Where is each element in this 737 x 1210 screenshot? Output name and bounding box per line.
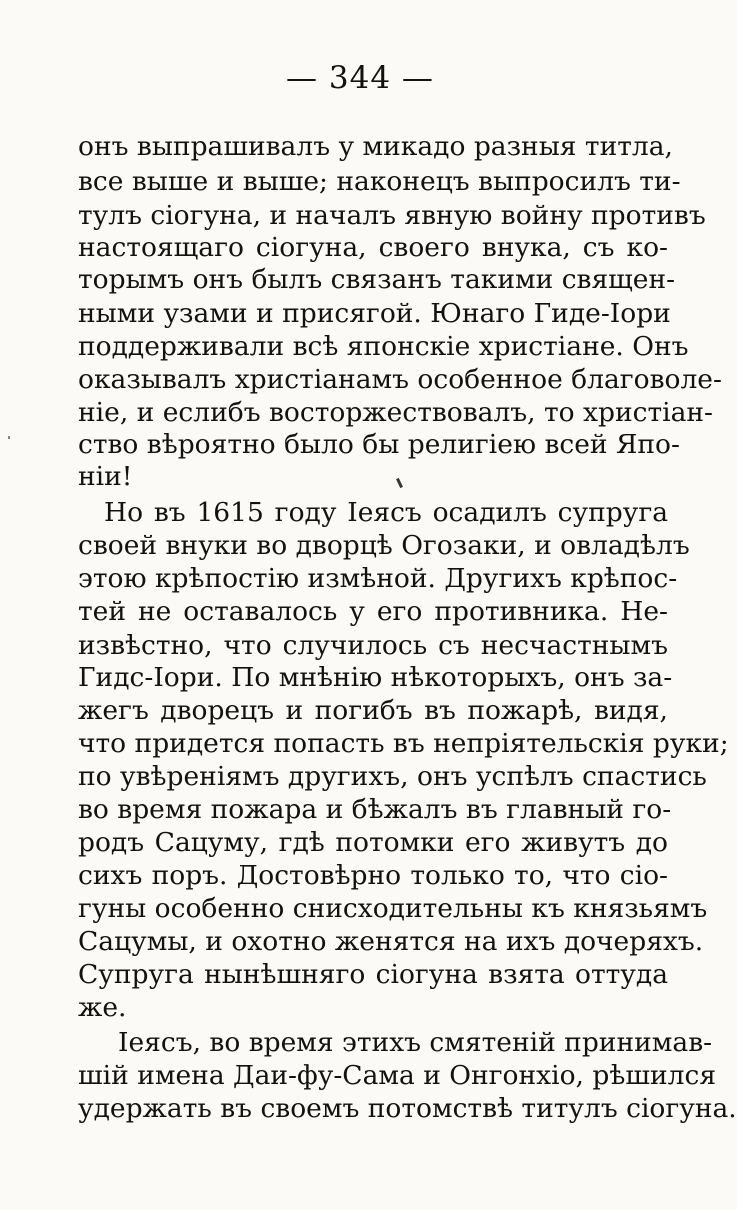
text-line: жегъ дворецъ и погибъ въ пожарѣ, видя, [78, 695, 668, 726]
text-line: все выше и выше; наконецъ выпросилъ ти- [78, 166, 681, 197]
text-line: ніе, и еслибъ восторжествовалъ, то христіан- [78, 397, 714, 428]
text-line: настоящаго сіогуна, своего внука, съ ко- [78, 232, 668, 263]
text-line: Но въ 1615 году Іеясъ осадилъ супруга [104, 497, 668, 528]
margin-speck [8, 436, 10, 439]
text-line: оказывалъ христіанамъ особенное благоволе- [78, 364, 722, 395]
text-line: тей не оставалось у его противника. Не- [78, 596, 668, 627]
text-line: же. [78, 992, 127, 1023]
text-line: ніи! [78, 461, 133, 492]
text-line: Гидс-Іори. По мнѣнію нѣкоторыхъ, онъ за- [78, 662, 673, 693]
text-line: ство вѣроятно было бы религіею всей Япо- [78, 429, 680, 460]
text-line: поддерживали всѣ японскіе христіане. Онъ [78, 331, 689, 362]
text-line: по увѣреніямъ другихъ, онъ успѣлъ спастись [78, 761, 707, 792]
text-line: во время пожара и бѣжалъ въ главный го- [78, 794, 672, 825]
text-line: Іеясъ, во время этихъ смятеній принимав- [118, 1027, 713, 1058]
text-line: Сацумы, и охотно женятся на ихъ дочеряхъ. [78, 926, 704, 957]
text-line: шій имена Даи-фу-Сама и Онгонхіо, рѣшился [78, 1060, 717, 1091]
text-line: Супруга нынѣшняго сіогуна взята оттуда [78, 959, 668, 990]
text-line: извѣстно, что случилось съ несчастнымъ [78, 630, 668, 661]
text-line: своей внуки во дворцѣ Огозаки, и овладѣлъ [78, 530, 690, 561]
text-line: удержать въ своемъ потомствѣ титулъ сіогуна. [78, 1093, 737, 1124]
text-line: тулъ сіогуна, и началъ явную войну противъ [78, 200, 706, 231]
text-line: что придется попасть въ непріятельскія руки; [78, 728, 729, 759]
text-line: онъ выпрашивалъ у микадо разныя титла, [78, 131, 673, 162]
text-line: сихъ поръ. Достовѣрно только то, что сіо- [78, 860, 668, 891]
page-number: — 344 — [286, 60, 434, 96]
text-line: торымъ онъ былъ связанъ такими священ- [78, 264, 676, 295]
text-line: гуны особенно снисходительны къ князьямъ [78, 893, 708, 924]
text-line: родъ Сацуму, гдѣ потомки его живутъ до [78, 827, 668, 858]
text-line: этою крѣпостію измѣной. Другихъ крѣпос- [78, 563, 678, 594]
text-line: ными узами и присягой. Юнаго Гиде-Іори [78, 298, 671, 329]
